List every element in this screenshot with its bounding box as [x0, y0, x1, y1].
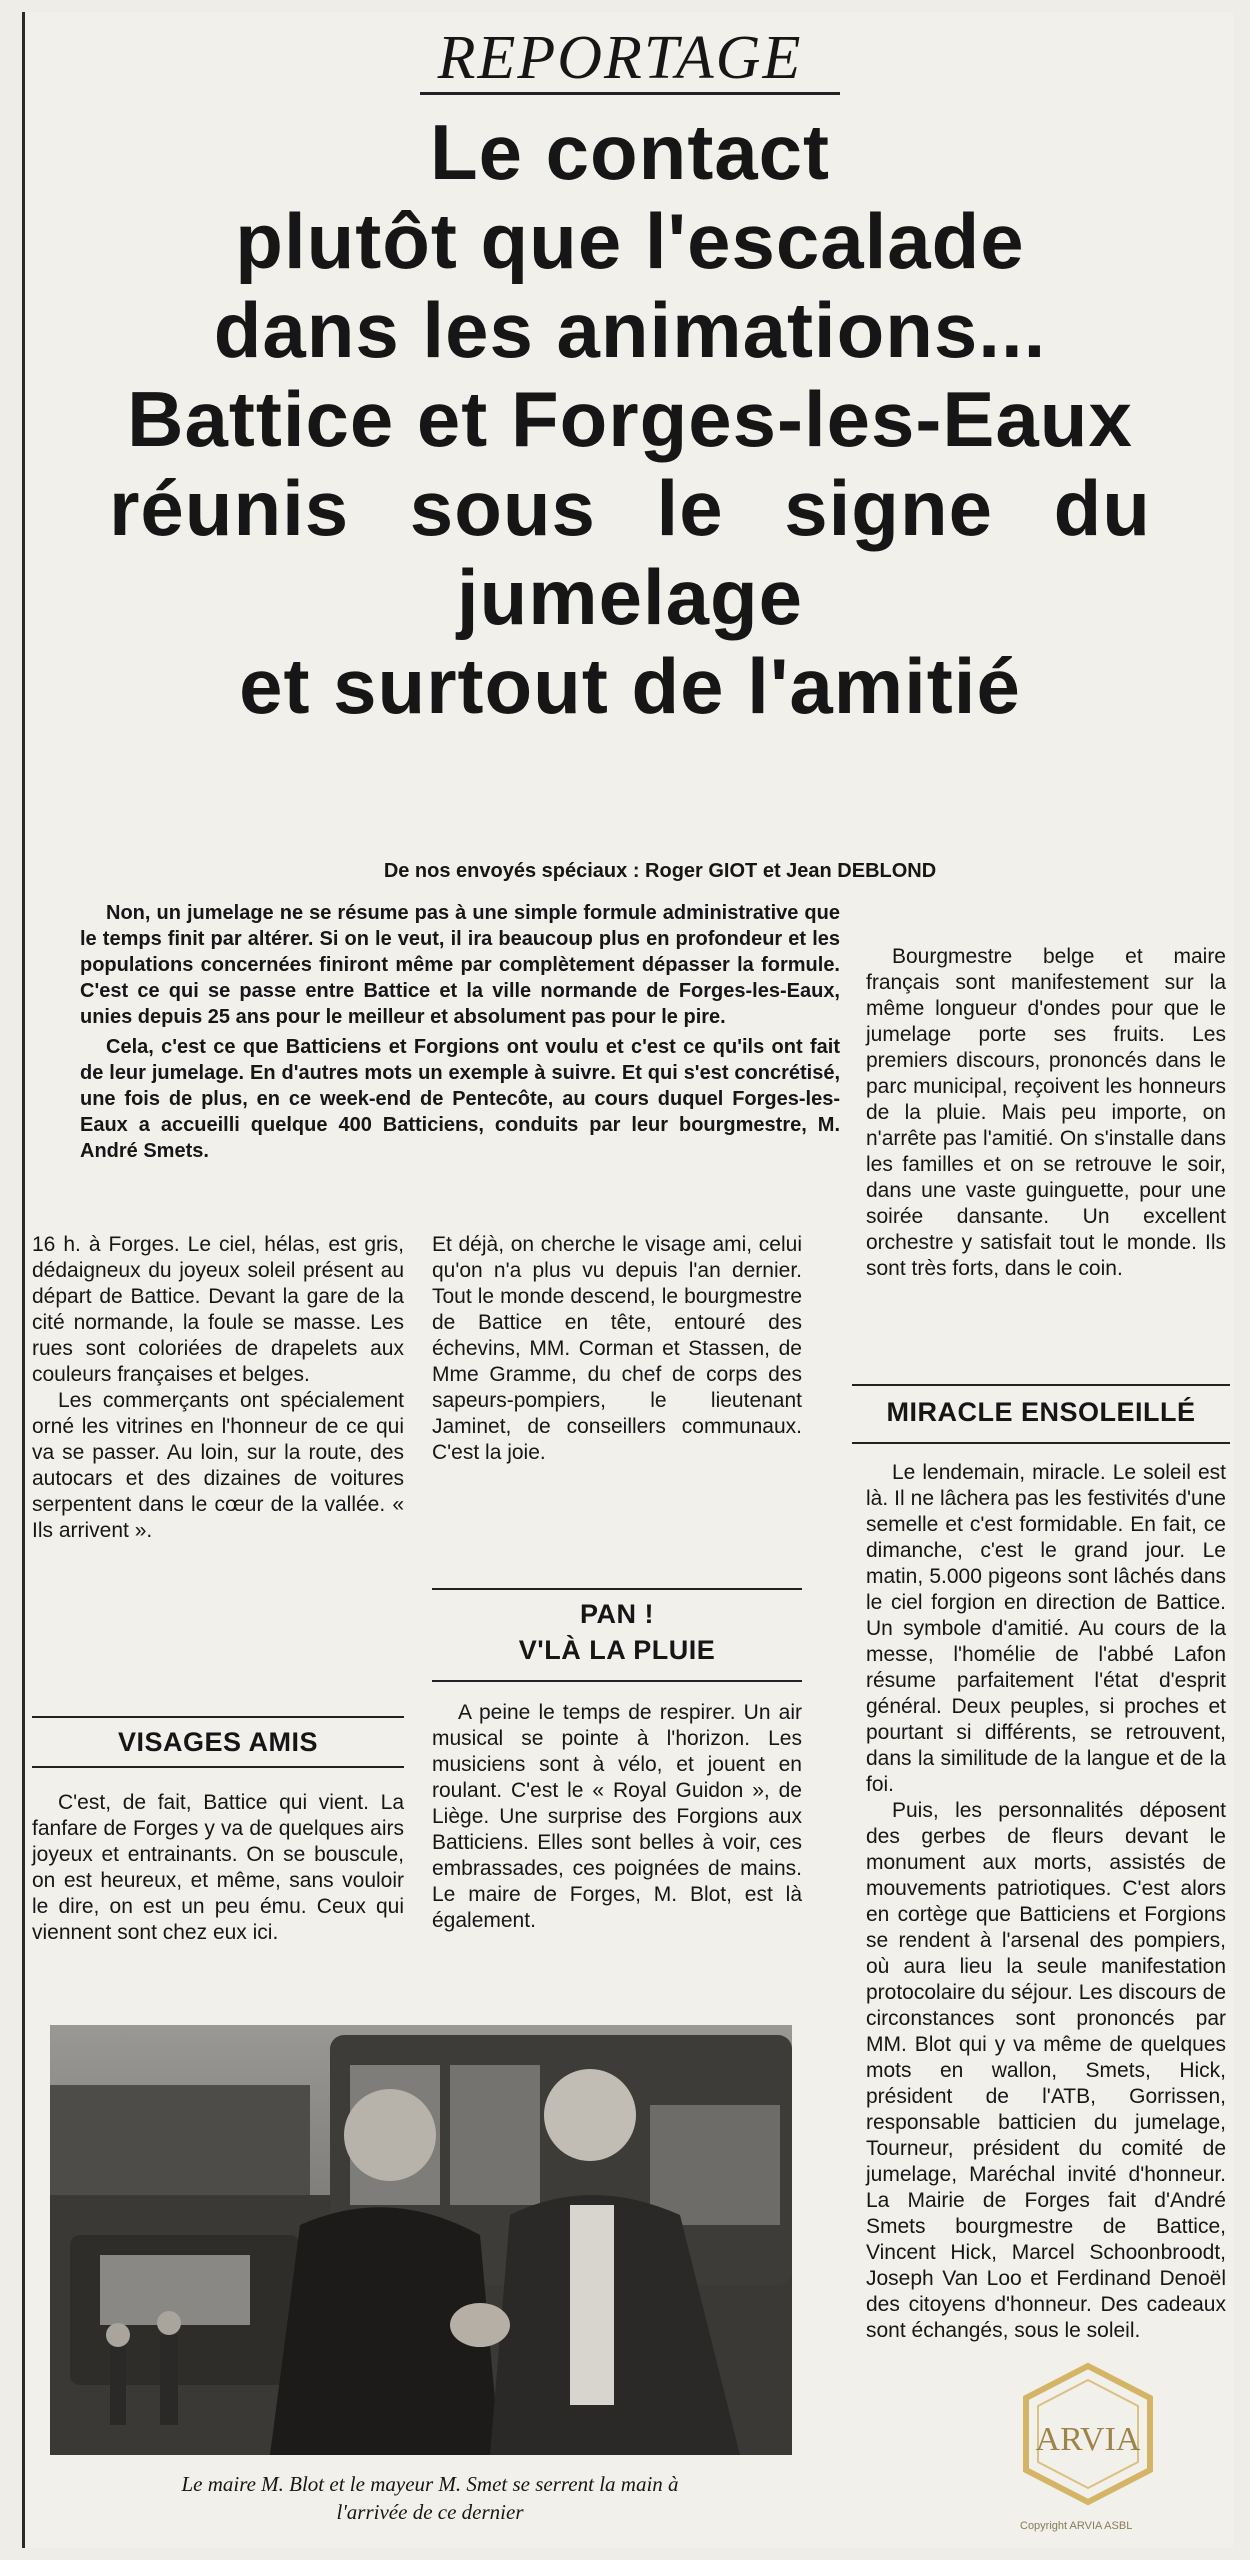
caption-line: l'arrivée de ce dernier [336, 2500, 524, 2524]
section-kicker: REPORTAGE [437, 24, 803, 92]
intro-block [80, 900, 840, 1168]
headline-line: Battice et Forges-les-Eaux [127, 375, 1133, 463]
headline-line: jumelage [456, 553, 804, 641]
body-paragraph: Et déjà, on cherche le visage ami, celui qu'on n'a plus vu depuis l'an dernier. Tout le monde descend, le bourgmestre de Battice en tête, entouré des échevins, MM. Corman et Stassen, de Mme Gramme, du chef de corps des sapeurs-pompiers, le lieutenant Jaminet, de conseillers communaux. C'est la joie. [432, 1233, 802, 1464]
copyright-notice: Copyright ARVIA ASBL [1020, 2520, 1133, 2532]
seal-text: ARVIA [1035, 2421, 1141, 2458]
body-paragraph: Le lendemain, miracle. Le soleil est là. Il ne lâchera pas les festivités d'une semelle et c'est formidable. En fait, ce dimanche, c'est le grand jour. Le matin, 5.000 pigeons sont lâchés dans le ciel forgion en direction de Battice. Un symbole d'amitié. Au cours de la messe, l'homélie de l'abbé Lafon résume parfaitement l'état d'esprit général. Deux peuples, si proches et pourtant si différents, se retrouvent, dans la similitude de la langue et de la foi. [866, 1461, 1226, 1796]
photo-caption [40, 2470, 820, 2526]
body-paragraph: A peine le temps de respirer. Un air musical se pointe à l'horizon. Les musiciens sont à vélo, et jouent en roulant. C'est le « Royal Guidon », de Liège. Une surprise des Forgions aux Batticiens. Elles sont belles à voir, ces embrassades, ces poignées de mains. Le maire de Forges, M. Blot, est là également. [432, 1701, 802, 1932]
column-1-continued [32, 1790, 404, 1946]
intro-paragraph: Non, un jumelage ne se résume pas à une simple formule administrative que le temps finit par altérer. Si on le veut, il ira beaucoup plus en profondeur et les populations concernées finiront même par complètement dépasser la formule. C'est ce qui se passe entre Battice et la ville normande de Forges-les-Eaux, unies depuis 25 ans pour le meilleur et absolument pas pour le pire. [80, 902, 840, 1028]
divider [32, 1766, 404, 1768]
photo-illustration [50, 2025, 792, 2455]
caption-line: Le maire M. Blot et le mayeur M. Smet se serrent la main à [181, 2472, 679, 2496]
column-3 [866, 944, 1226, 1282]
divider [852, 1442, 1230, 1444]
column-1 [32, 1232, 404, 1544]
divider [432, 1680, 802, 1682]
column-2-continued [432, 1700, 802, 1934]
body-paragraph: C'est, de fait, Battice qui vient. La fanfare de Forges y va de quelques airs joyeux et entrainants. On se bouscule, on est heureux, et même, sans vouloir le dire, on est un peu ému. Ceux qui viennent sont chez eux ici. [32, 1791, 404, 1944]
subhead-line: PAN ! [580, 1599, 654, 1629]
column-3-continued [866, 1460, 1226, 2344]
subhead-visages-amis: VISAGES AMIS [117, 1727, 319, 1757]
intro-paragraph: Cela, c'est ce que Batticiens et Forgions ont voulu et c'est ce qu'ils ont fait de leur jumelage. En d'autres mots un exemple à suivre. Et qui s'est concrétisé, une fois de plus, en ce week-end de Pentecôte, au cours duquel Forges-les-Eaux a accueilli quelque 400 Batticiens, conduits par leur bourgmestre, M. André Smets. [80, 1036, 840, 1162]
body-paragraph: 16 h. à Forges. Le ciel, hélas, est gris, dédaigneux du joyeux soleil présent au départ de Battice. Devant la gare de la cité normande, la foule se masse. Les rues sont coloriées de drapelets aux couleurs françaises et belges. [32, 1233, 404, 1386]
byline: De nos envoyés spéciaux : Roger GIOT et Jean DEBLOND [383, 860, 937, 882]
subhead-line: V'LÀ LA PLUIE [518, 1635, 716, 1665]
headline-line: et surtout de l'amitié [239, 642, 1021, 730]
subhead-pan-pluie [432, 1596, 802, 1668]
divider [852, 1384, 1230, 1386]
body-paragraph: Puis, les personnalités déposent des gerbes de fleurs devant le monument aux morts, assistés de mouvements patriotiques. C'est alors en cortège que Batticiens et Forgions se rendent à l'arsenal des pompiers, où aura lieu la seule manifestation protocolaire du séjour. Les discours de circonstances sont prononcés par MM. Blot qui y va même de quelques mots en wallon, Smets, Hick, président de l'ATB, Gorrissen, responsable batticien du jumelage, Tourneur, président du comité de jumelage, Maréchal invité d'honneur. La Mairie de Forges fait d'André Smets bourgmestre de Battice, Vincent Hick, Marcel Schoonbroodt, Joseph Van Loo et Ferdinand Denoël des citoyens d'honneur. Des cadeaux sont échangés, sous le soleil. [866, 1799, 1226, 2342]
seal-icon [1018, 2358, 1158, 2508]
headline-line: réunis sous le signe du [109, 464, 1151, 552]
headline-line: Le contact [429, 108, 831, 196]
column-2 [432, 1232, 802, 1466]
headline-line: plutôt que l'escalade [235, 197, 1025, 285]
arvia-seal [1018, 2358, 1158, 2508]
divider [32, 1716, 404, 1718]
kicker-underline [420, 92, 840, 95]
headline-line: dans les animations... [213, 286, 1047, 374]
body-paragraph: Bourgmestre belge et maire français sont manifestement sur la même longueur d'ondes pour que le jumelage porte ses fruits. Les premiers discours, prononcés dans le parc municipal, reçoivent les honneurs de la pluie. Mais peu importe, on n'arrête pas l'amitié. On s'installe dans les familles et on se retrouve le soir, dans une vaste guinguette, pour une soirée dansante. Un excellent orchestre y satisfait tout le monde. Ils sont très forts, dans le coin. [866, 945, 1226, 1280]
subhead-miracle: MIRACLE ENSOLEILLÉ [886, 1397, 1196, 1427]
headline [50, 108, 1210, 731]
body-paragraph: Les commerçants ont spécialement orné les vitrines en l'honneur de ce qui va se passer. Au loin, sur la route, des autocars et des dizaines de voitures serpentent dans le cœur de la vallée. « Ils arrivent ». [32, 1389, 404, 1542]
divider [432, 1588, 802, 1590]
photo-handshake [50, 2025, 792, 2455]
